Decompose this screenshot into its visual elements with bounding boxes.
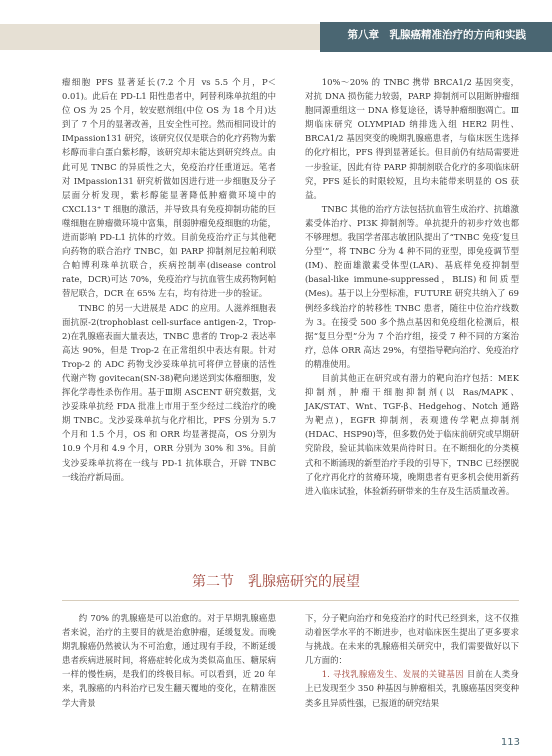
bottom-right-paragraph: 下，分子靶向治疗和免疫治疗的时代已经到来，这不仅推动着医学水平的不断进步，也对临床医生提出了更多要求与挑战。在未来的乳腺癌相关研究中，我们需要做好以下几方面的： [305,613,519,666]
right-paragraph-1: 10%～20% 的 TNBC 携带 BRCA1/2 基因突变，对抗 DNA 损伤能力较弱，PARP 抑制剂可以阻断肿瘤细胞同源重组这一 DNA 修复途径，诱导肿瘤细胞凋亡。Ⅲ期临床研究 OLYMPIAD 纳排选入组 HER2 阴性、BRCA1/2 基因突变的晚期乳腺癌患者，与临床医生选择的化疗相比，PFS 得到显著延长。但目前仍有结局需要进一步验证，因此有待 PARP 抑制剂联合化疗的多项临床研究，PFS 延长的时限较短，且均未能带来明显的 OS 获益。 [305,77,519,200]
bottom-left-column [62,611,276,710]
list-item-heading: 1. 寻找乳腺癌发生、发展的关键基因 [321,669,464,680]
list-item-text: 目前在人类身上已发现至少 350 种基因与肿瘤相关，乳腺癌基因突变种类多且异质性强，已报道的研究结果 [305,669,520,708]
right-column [305,75,519,498]
bottom-right-column [305,611,519,710]
bottom-right-list-item [305,667,519,709]
page-header [0,0,552,50]
bottom-left-paragraph: 约 70% 的乳腺癌是可以治愈的。对于早期乳腺癌患者来说，治疗的主要目的就是治愈肿瘤，延缓复发。而晚期乳腺癌仍然被认为不可治愈，通过现有手段，不断延缓患者疾病进展时间，将癌症转化成为类似高血压、糖尿病一样的慢性病，是我们的终极目标。可以看到，近 20 年来，乳腺癌的内科治疗已发生翻天覆地的变化，在精准医学大背景 [62,613,276,708]
section-divider [62,600,519,601]
left-column [62,75,276,484]
right-paragraph-3: 目前其他正在研究或有潜力的靶向治疗包括：MEK 抑制剂，肿瘤干细胞抑制剂(以 Ras/MAPK、JAK/STAT、Wnt、TGF-β、Hedgehog、Notch 通路为靶点)，EGFR 抑制剂，表观遗传学靶点抑制剂(HDAC、HSP90)等，但多数仍处于临床前研究或早期研究阶段，验证其临床效果尚待时日。在不断细化的分类模式和不断涌现的新型治疗手段的引导下，TNBC 已经摆脱了化疗再化疗的贫瘠环境，晚期患者有更多机会使用新药进入临床试验，体验新药研带来的生存及生活质量改善。 [305,372,519,496]
right-paragraph-2: TNBC 其他的治疗方法包括抗血管生成治疗、抗雄激素受体治疗、PI3K 抑制剂等。单抗提升的初步疗效也都不够理想。我国学者邵志敏团队提出了“TNBC 免疫‘复旦分型’”，将 TNBC 分为 4 种不同的亚型，即免疫调节型(IM)、腔面雄激素受体型(LAR)、基底样免疫抑制型(basal-like immune-suppressed，BLIS)和间质型(Mes)。基于以上分型标准，FUTURE 研究共纳入了 69 例经多线治疗的转移性 TNBC 患者，随往中位治疗线数为 3。在接受 500 多个热点基因和免疫组化检测后，根据“复旦分型”分为 7 个治疗组，接受 7 种不同的方案治疗，总体 ORR 高达 29%，有望指导靶向治疗、免疫治疗的精准使用。 [305,203,519,369]
section-title: 第二节 乳腺癌研究的展望 [192,574,360,590]
page-number: 113 [500,737,520,748]
section-heading [0,571,552,591]
left-paragraph-2: TNBC 的另一大进展是 ADC 的应用。人滋养细胞表面抗原-2(trophoblast cell-surface antigen-2，Trop-2)在乳腺癌表面大量表达，TNBC 患者的 Trop-2 表达率高达 90%，但是 Trop-2 在正常组织中表达有限。针对 Trop-2 的 ADC 药物戈沙妥珠单抗可将伊立替康的活性代谢产物 govitecan(SN-38)靶向递送到实体瘤细胞，发挥化学毒性杀伤作用。基于Ⅲ期 ASCENT 研究数据，戈沙妥珠单抗经 FDA 批准上市用于至少经过二线治疗的晚期 TNBC。戈沙妥珠单抗与化疗相比，PFS 分别为 5.7 个月和 1.5 个月，OS 和 ORR 均显著提高，OS 分别为 10.9 个月和 4.9 个月，ORR 分别为 30% 和 3%。目前戈沙妥珠单抗将在一线与 PD-1 抗体联合，开辟 TNBC 一线治疗新局面。 [62,302,276,482]
left-paragraph-1: 瘤细胞 PFS 显著延长(7.2 个月 vs 5.5 个月，P＜0.01)。此后在 PD-L1 阳性患者中，阿替利珠单抗组的中位 OS 为 25 个月，较安慰剂组(中位 OS 为 18 个月)达到了 7 个月的显著改善，且安全性可控。然而相同设计的 IMpassion131 研究，该研究仅仅是联合的化疗药物为紫杉醇而非白蛋白紫杉醇，该研究却未能达到研究终点。由此可见 TNBC 的异质性之大，免疫治疗任重道远。笔者对 IMpassion131 研究析做如因进行进一步细胞及分子层面分析发现，紫杉醇能显著降低肿瘤微环境中的 CXCL13⁺ T 细胞的激活，并导致具有免疫抑制功能的巨噬细胞在肿瘤微环境中富集，削弱肿瘤免疫细胞的功能，进而影响 PD-L1 抗体的疗效。目前免疫治疗正与其他靶向药物的联合治疗 TNBC，如 PARP 抑制剂尼拉帕利联合帕博利珠单抗联合，疾病控制率(disease control rate，DCR)可达 70%，免疫治疗与抗血管生成药物阿帕替尼联合，DCR 在 65% 左右，均有待进一步的验证。 [62,77,276,299]
chapter-title: 第八章 乳腺癌精准治疗的方向和实践 [347,29,526,41]
